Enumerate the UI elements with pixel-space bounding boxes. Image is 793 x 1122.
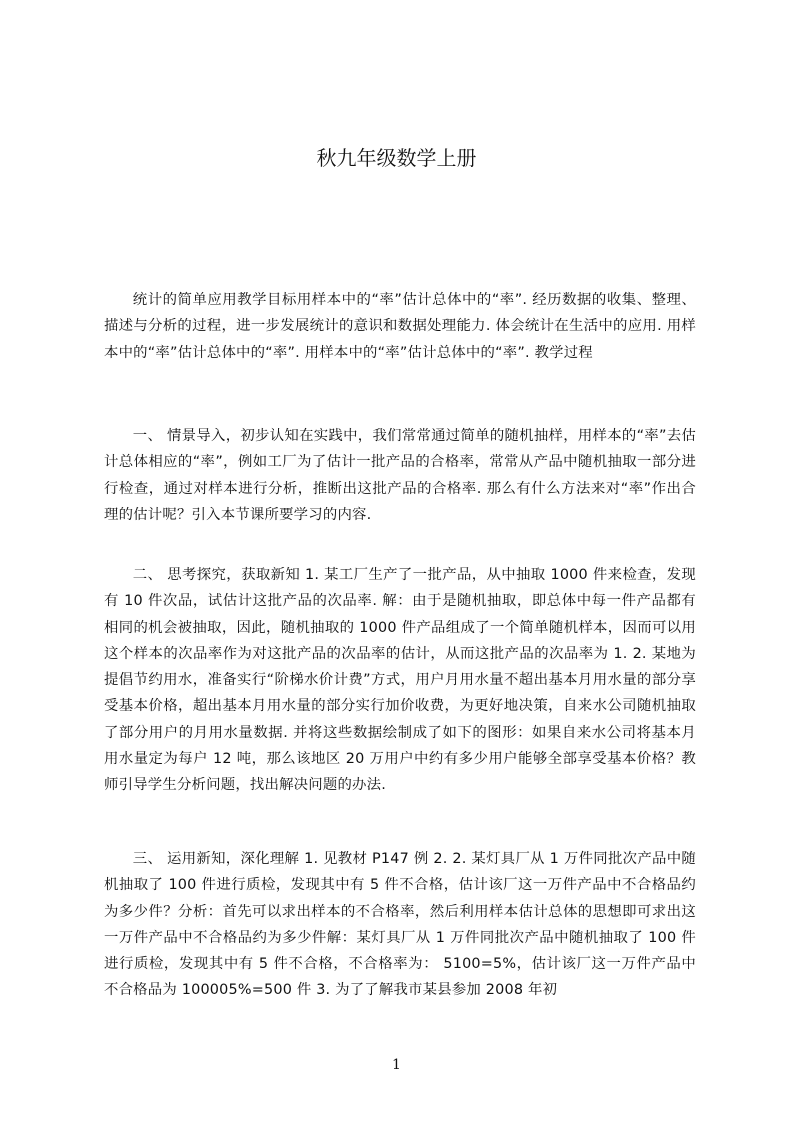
paragraph-objectives: 统计的简单应用教学目标用样本中的“率”估计总体中的“率”. 经历数据的收集、整理、描述与分析的过程，进一步发展统计的意识和数据处理能力. 体会统计在生活中的应用. 用样本中的“率”估计总体中的“率”. 用样本中的“率”估计总体中的“率”. 教学过程 <box>104 292 696 361</box>
page-number: 1 <box>392 1057 401 1073</box>
paragraph-introduction: 一、 情景导入，初步认知在实践中，我们常常通过简单的随机抽样，用样本的“率”去估计总体相应的“率”，例如工厂为了估计一批产品的合格率，常常从产品中随机抽取一部分进行检查，通过对样本进行分析，推断出这批产品的合格率. 那么有什么方法来对“率”作出合理的估计呢？引入本节课所要学习的内容. <box>104 428 696 523</box>
paragraph-exploration: 二、 思考探究，获取新知 1. 某工厂生产了一批产品，从中抽取 1000 件来检查，发现有 10 件次品，试估计这批产品的次品率. 解：由于是随机抽取，即总体中每一件产品都有相同的机会被抽取，因此，随机抽取的 1000 件产品组成了一个简单随机样本，因而可以用这个样本的次品率作为对这批产品的次品率的估计，从而这批产品的次品率为 1. 2. 某地为提倡节约用水，准备实行“阶梯水价计费”方式，用户月用水量不超出基本月用水量的部分享受基本价格，超出基本月用水量的部分实行加价收费，为更好地决策，自来水公司随机抽取了部分用户的月用水量数据. 并将这些数据绘制成了如下的图形：如果自来水公司将基本月用水量定为每户 12 吨，那么该地区 20 万用户中约有多少用户能够全部享受基本价格？教师引导学生分析问题，找出解决问题的办法. <box>104 567 696 794</box>
paragraph-application: 三、 运用新知，深化理解 1. 见教材 P147 例 2. 2. 某灯具厂从 1 万件同批次产品中随机抽取了 100 件进行质检，发现其中有 5 件不合格，估计该厂这一万件产品中不合格品约为多少件？分析：首先可以求出样本的不合格率，然后利用样本估计总体的思想即可求出这一万件产品中不合格品约为多少件解：某灯具厂从 1 万件同批次产品中随机抽取了 100 件进行质检，发现其中有 5 件不合格，不合格率为： 5100=5%，估计该厂这一万件产品中不合格品为 100005%=500 件 3. 为了了解我市某县参加 2008 年初 <box>104 851 696 999</box>
document-title: 秋九年级数学上册 <box>316 146 477 170</box>
